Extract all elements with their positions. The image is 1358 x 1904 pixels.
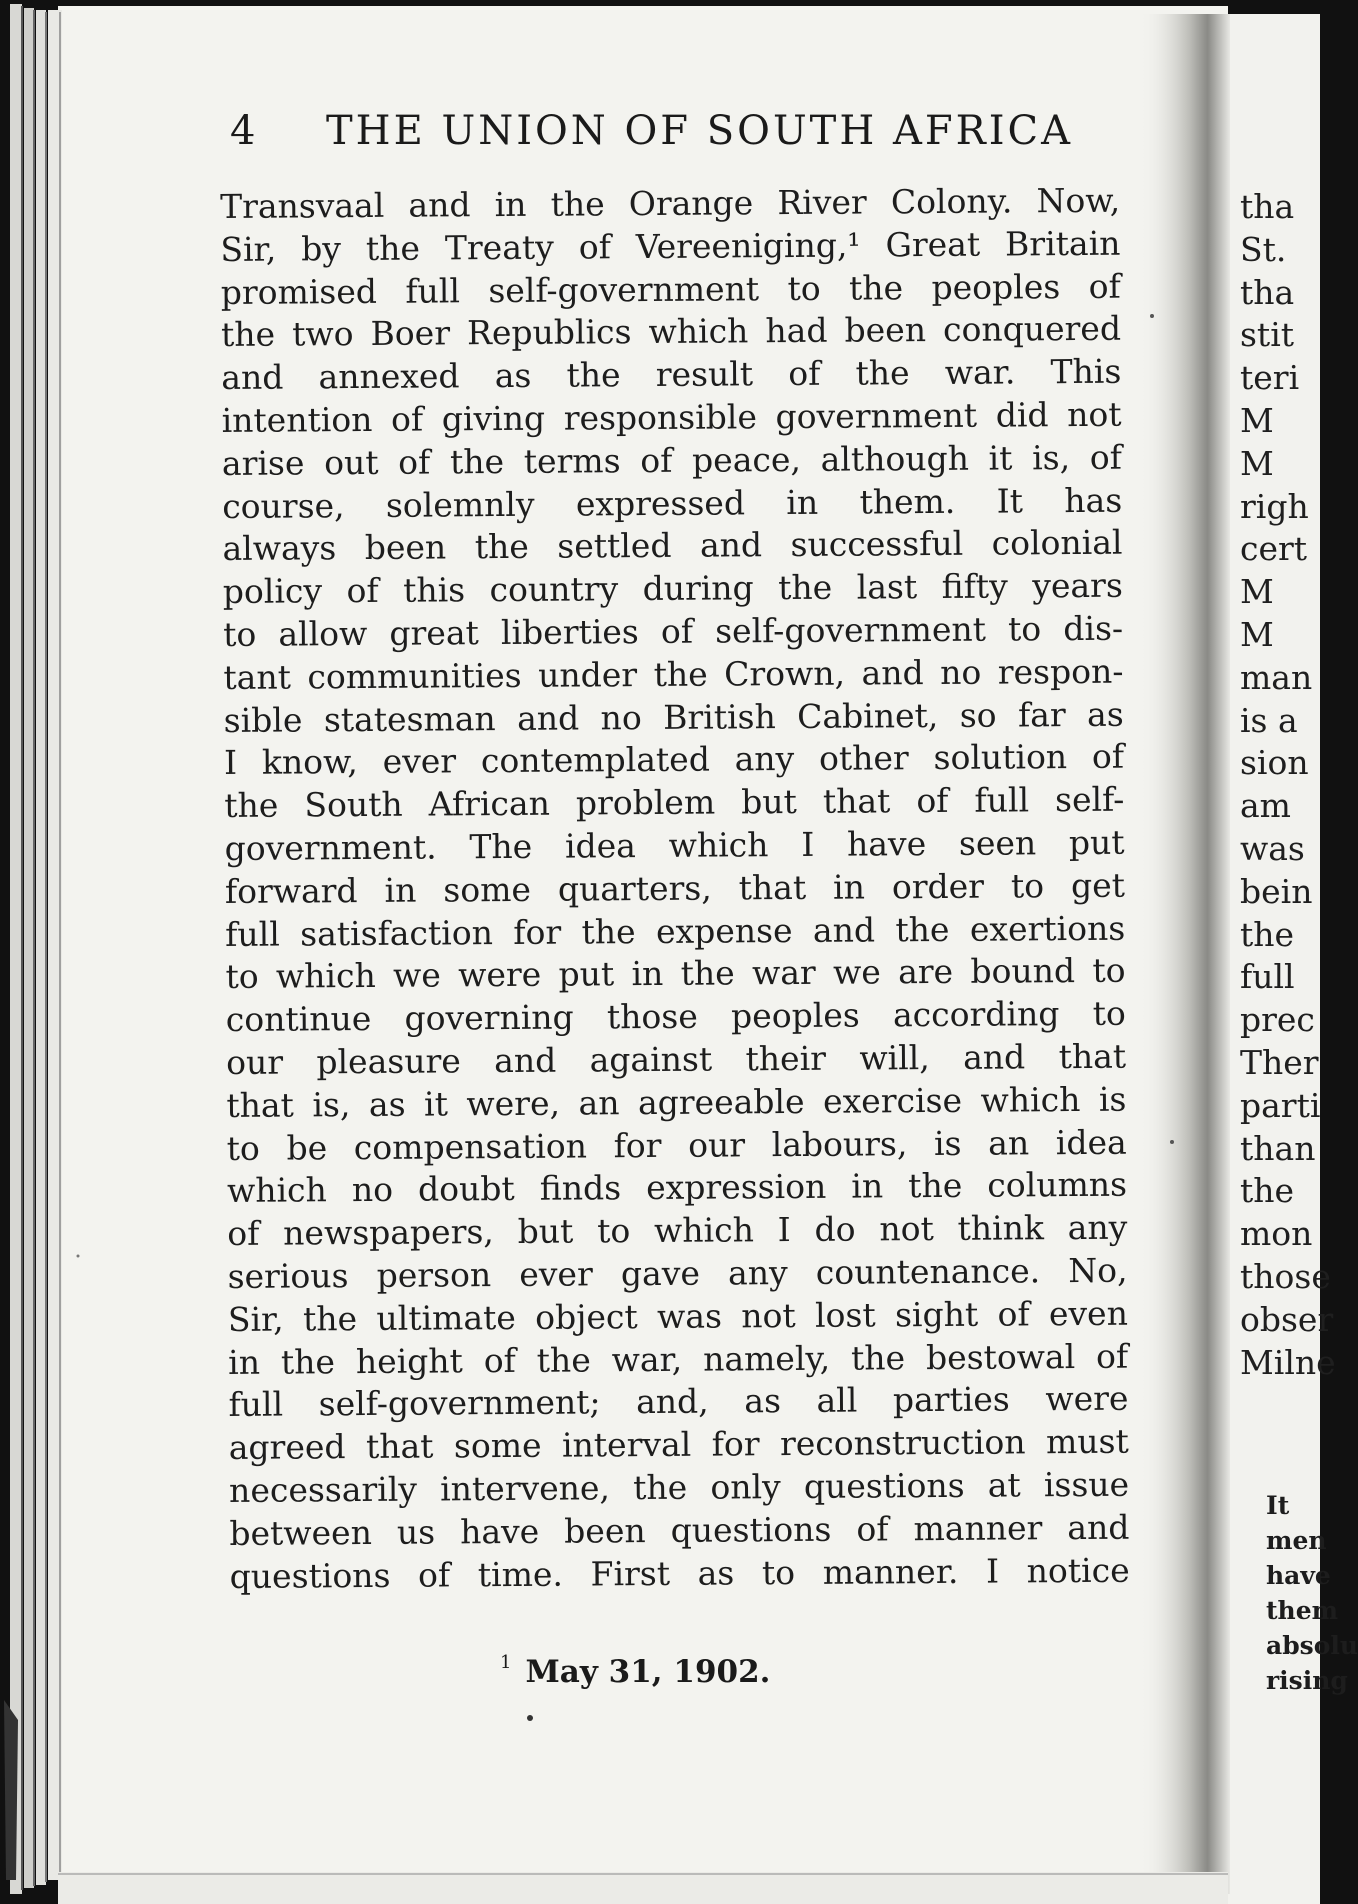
right-page-line: is a xyxy=(1240,700,1298,740)
right-page-footnote xyxy=(1266,1488,1358,1698)
right-page-line: St. xyxy=(1240,229,1287,269)
right-page-text xyxy=(1240,186,1336,1384)
right-page-line: than xyxy=(1240,1128,1316,1168)
text-line: I know, ever contemplated any other solution of xyxy=(223,737,1125,783)
text-line: full self-government; and, as all parties were xyxy=(228,1379,1129,1425)
right-page-line: cert xyxy=(1240,529,1308,569)
right-page-line: the xyxy=(1240,1171,1295,1211)
right-page-line: prec xyxy=(1240,1000,1315,1040)
text-line: between us have been questions of manner and xyxy=(229,1507,1130,1553)
right-page-line: Milne xyxy=(1240,1342,1336,1382)
right-page-line: those xyxy=(1240,1256,1331,1296)
right-page-footnote-line: have xyxy=(1266,1561,1331,1590)
text-line: Sir, the ultimate object was not lost sight of even xyxy=(227,1293,1129,1339)
right-page-line: M xyxy=(1240,572,1274,612)
text-line: promised full self-government to the peoples of xyxy=(220,266,1121,312)
text-line: to which we were put in the war we are bound to xyxy=(225,951,1126,997)
page-number: 4 xyxy=(230,108,257,154)
running-title: THE UNION OF SOUTH AFRICA xyxy=(326,108,1073,154)
text-line: sible statesman and no British Cabinet, so far as xyxy=(223,694,1124,740)
text-line: of newspapers, but to which I do not think any xyxy=(227,1207,1128,1254)
right-page-line: man xyxy=(1240,657,1313,697)
text-line: the South African problem but that of full self- xyxy=(224,779,1125,826)
text-line: the two Boer Republics which had been conquered xyxy=(220,309,1122,355)
right-page-line: sion xyxy=(1240,743,1309,783)
text-line: forward in some quarters, that in order to get xyxy=(224,865,1126,911)
text-line: serious person ever gave any countenance. No, xyxy=(227,1250,1128,1296)
text-line: Transvaal and in the Orange River Colony. Now, xyxy=(220,180,1121,226)
right-page-line: full xyxy=(1240,957,1295,997)
text-line: questions of time. First as to manner. I notice xyxy=(229,1550,1130,1596)
text-line: in the height of the war, namely, the bestowal of xyxy=(228,1336,1129,1382)
text-line: our pleasure and against their will, and that xyxy=(225,1036,1127,1082)
right-page-line: parti xyxy=(1240,1085,1321,1125)
right-page-line: am xyxy=(1240,786,1291,826)
footnote-marker: 1 xyxy=(500,1652,512,1673)
text-line: intention of giving responsible government did not xyxy=(221,394,1122,440)
right-page-line: obser xyxy=(1240,1299,1334,1339)
text-line: which no doubt finds expression in the columns xyxy=(226,1165,1128,1211)
right-page-line: Ther xyxy=(1240,1042,1319,1082)
right-page-line: mon xyxy=(1240,1214,1313,1254)
body-text xyxy=(220,180,1130,1599)
running-header xyxy=(230,108,1073,168)
right-page-footnote-line: It xyxy=(1266,1491,1290,1520)
right-page-footnote-line: men xyxy=(1266,1526,1327,1555)
text-line: agreed that some interval for reconstruction must xyxy=(228,1421,1129,1468)
right-page-line: stit xyxy=(1240,315,1295,355)
right-page-line: teri xyxy=(1240,358,1300,398)
right-page-footnote-line: absolu xyxy=(1266,1631,1358,1660)
footnote xyxy=(500,1652,900,1690)
right-page-line: tha xyxy=(1240,187,1295,226)
text-line: course, solemnly expressed in them. It has xyxy=(222,480,1123,526)
text-line: and annexed as the result of the war. This xyxy=(221,351,1122,398)
text-line: continue governing those peoples according to xyxy=(225,993,1126,1040)
right-page-line: M xyxy=(1240,614,1274,654)
text-line: policy of this country during the last fifty years xyxy=(222,565,1123,612)
right-page-line: M xyxy=(1240,443,1274,483)
text-line: necessarily intervene, the only questions at issue xyxy=(228,1464,1130,1510)
text-line: to be compensation for our labours, is an idea xyxy=(226,1122,1127,1168)
text-line: full satisfaction for the expense and the exertions xyxy=(225,908,1126,954)
right-page-line: tha xyxy=(1240,272,1295,312)
right-page-line: bein xyxy=(1240,871,1313,911)
right-page-footnote-line: rising xyxy=(1266,1666,1348,1695)
right-page-line: righ xyxy=(1240,486,1309,526)
text-line: tant communities under the Crown, and no respon- xyxy=(223,651,1124,697)
right-page-line: M xyxy=(1240,400,1274,440)
right-page-line: the xyxy=(1240,914,1295,954)
right-page-footnote-line: them xyxy=(1266,1596,1339,1625)
text-line: to allow great liberties of self-government to dis- xyxy=(222,608,1124,654)
right-page-line: was xyxy=(1240,828,1305,868)
text-line: government. The idea which I have seen put xyxy=(224,822,1125,868)
text-line: that is, as it were, an agreeable exercise which is xyxy=(226,1079,1127,1125)
footnote-text: May 31, 1902. xyxy=(525,1654,771,1690)
text-line: Sir, by the Treaty of Vereeniging,¹ Great Britain xyxy=(220,223,1121,269)
text-line: arise out of the terms of peace, although it is, of xyxy=(221,437,1123,483)
text-line: always been the settled and successful colonial xyxy=(222,523,1123,569)
